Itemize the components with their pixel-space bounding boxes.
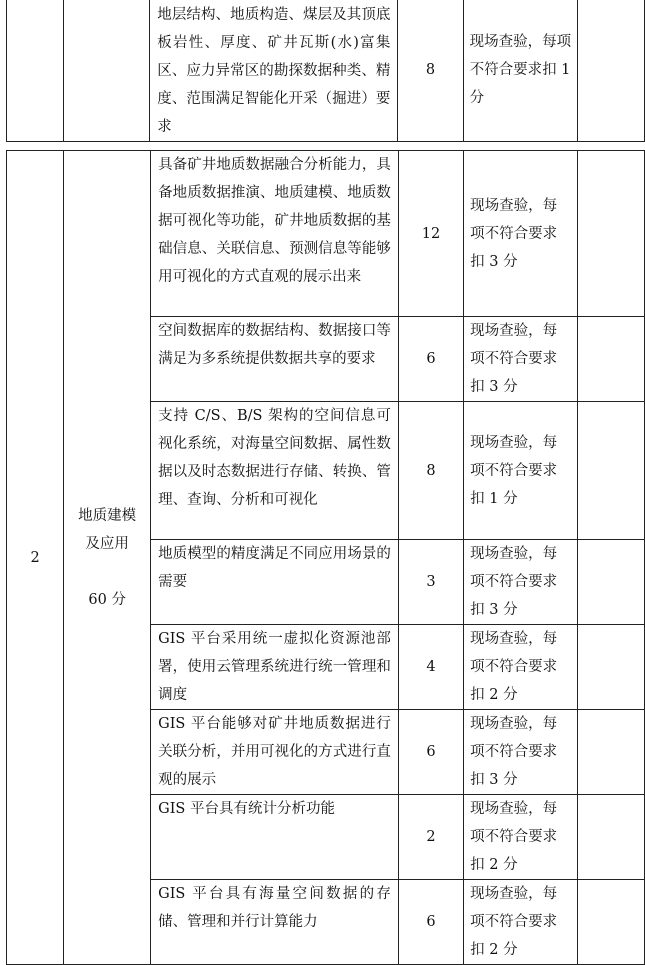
table-row [7, 151, 645, 317]
requirement-cell [150, 0, 398, 142]
score-cell: 6 [398, 317, 463, 402]
deduction-cell [578, 625, 645, 710]
requirement-text: 空间数据库的数据结构、数据接口等满足为多系统提供数据共享的要求 [158, 323, 391, 367]
requirement-text: 地质模型的精度满足不同应用场景的需要 [158, 546, 391, 590]
score-cell: 8 [398, 0, 463, 142]
requirement-cell [151, 402, 399, 540]
deduction-cell [578, 0, 645, 142]
method-cell [464, 317, 578, 402]
method-text: 现场查验，每项不符合要求扣 3 分 [470, 323, 558, 395]
deduction-cell [578, 402, 645, 540]
requirement-text: 地层结构、地质构造、煤层及其顶底板岩性、厚度、矿井瓦斯(水)富集区、应力异常区的勘探数据种类、精度、范围满足智能化开采（掘进）要求 [157, 7, 391, 135]
requirement-text: GIS 平台能够对矿井地质数据进行关联分析，并用可视化的方式进行直观的展示 [158, 716, 391, 788]
item-cell [64, 0, 150, 142]
method-cell [464, 710, 578, 795]
requirement-cell [151, 710, 399, 795]
method-text: 现场查验，每项不符合要求扣 1 分 [470, 434, 558, 507]
method-cell [464, 151, 578, 317]
score-cell: 2 [398, 795, 463, 880]
deduction-cell [578, 540, 645, 625]
method-text: 现场查验，每项不符合要求扣 3 分 [470, 197, 558, 270]
section-item-name: 地质建模及应用 [78, 507, 137, 552]
section-item-cell [64, 151, 151, 965]
section-number: 2 [7, 151, 64, 965]
score-cell: 3 [398, 540, 463, 625]
method-cell [464, 625, 578, 710]
method-text: 现场查验，每项不符合要求扣 2 分 [470, 801, 558, 873]
requirement-cell [151, 317, 399, 402]
method-cell [464, 795, 578, 880]
requirement-text: 具备矿井地质数据融合分析能力，具备地质数据推演、地质建模、地质数据可视化等功能，矿井地质数据的基础信息、关联信息、预测信息等能够用可视化的方式直观的展示出来 [158, 157, 391, 285]
score-cell: 8 [398, 402, 463, 540]
method-cell [464, 540, 578, 625]
method-cell [463, 0, 578, 142]
requirement-text: GIS 平台具有统计分析功能 [158, 801, 335, 817]
score-cell: 12 [398, 151, 463, 317]
method-cell [464, 402, 578, 540]
requirement-cell [151, 625, 399, 710]
requirement-text: 支持 C/S、B/S 架构的空间信息可视化系统，对海量空间数据、属性数据以及时态数据进行存储、转换、管理、查询、分析和可视化 [158, 408, 391, 508]
score-cell: 6 [398, 880, 463, 965]
requirement-cell [151, 795, 399, 880]
requirement-cell [151, 151, 399, 317]
requirement-text: GIS 平台具有海量空间数据的存储、管理和并行计算能力 [158, 886, 391, 930]
deduction-cell [578, 880, 645, 965]
deduction-cell [578, 151, 645, 317]
method-text: 现场查验，每项不符合要求扣 3 分 [470, 716, 558, 788]
number-cell [7, 0, 64, 142]
method-text: 现场查验，每项不符合要求扣 1 分 [469, 34, 572, 106]
score-cell: 4 [398, 625, 463, 710]
scoring-table-continued [6, 0, 645, 142]
requirement-cell [151, 880, 399, 965]
scoring-table [6, 150, 645, 965]
table-row [7, 0, 645, 142]
method-text: 现场查验，每项不符合要求扣 2 分 [470, 631, 558, 703]
requirement-cell [151, 540, 399, 625]
deduction-cell [578, 795, 645, 880]
deduction-cell [578, 317, 645, 402]
method-cell [464, 880, 578, 965]
requirement-text: GIS 平台采用统一虚拟化资源池部署，使用云管理系统进行统一管理和调度 [158, 631, 391, 703]
deduction-cell [578, 710, 645, 795]
score-cell: 6 [398, 710, 463, 795]
method-text: 现场查验，每项不符合要求扣 3 分 [470, 546, 558, 618]
section-item-score: 60 分 [88, 591, 126, 608]
method-text: 现场查验，每项不符合要求扣 2 分 [470, 886, 558, 958]
